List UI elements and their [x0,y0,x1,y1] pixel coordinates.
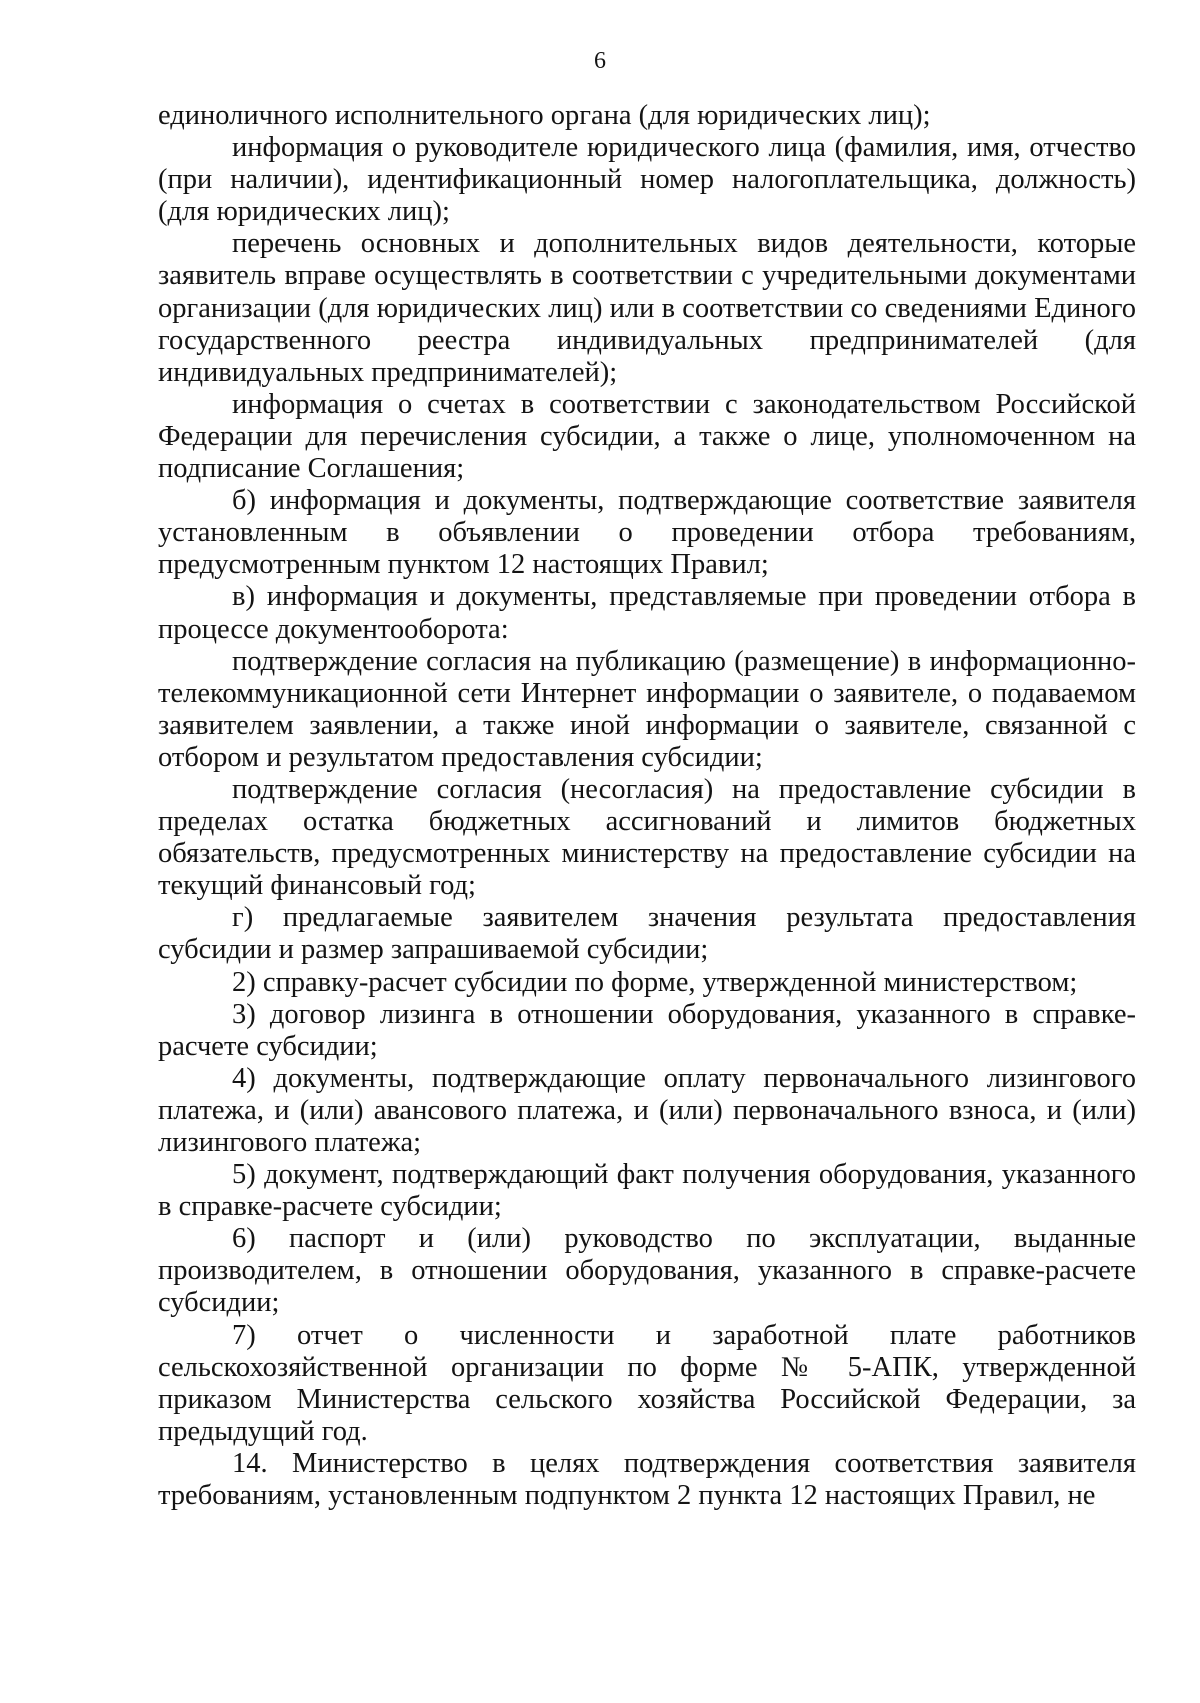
page-number: 6 [594,48,606,74]
paragraph-4: информация о счетах в соответствии с законодательством Российской Федерации для перечисления субсидии, а также о лице, уполномоченном на подписание Соглашения; [158,388,1136,485]
paragraph-9: г) предлагаемые заявителем значения результата предоставления субсидии и размер запрашиваемой субсидии; [158,902,1136,966]
paragraph-11: 3) договор лизинга в отношении оборудования, указанного в справке-расчете субсидии; [158,998,1136,1062]
paragraph-8: подтверждение согласия (несогласия) на предоставление субсидии в пределах остатка бюджетных ассигнований и лимитов бюджетных обязательств, предусмотренных министерству на предоставление субсидии на текущий финансовый год; [158,773,1136,902]
paragraph-14: 6) паспорт и (или) руководство по эксплуатации, выданные производителем, в отношении оборудования, указанного в справке-расчете субсидии; [158,1223,1136,1319]
paragraph-1: единоличного исполнительного органа (для юридических лиц); [158,100,931,131]
paragraph-16: 14. Министерство в целях подтверждения соответствия заявителя требованиям, установленным подпунктом 2 пункта 12 настоящих Правил, не [158,1447,1136,1512]
paragraph-6: в) информация и документы, представляемые при проведении отбора в процессе документооборота: [158,581,1136,645]
document-body [158,100,1136,1512]
paragraph-5: б) информация и документы, подтверждающие соответствие заявителя установленным в объявлении о проведении отбора требованиям, предусмотренным пунктом 12 настоящих Правил; [158,485,1136,581]
paragraph-13: 5) документ, подтверждающий факт получения оборудования, указанного в справке-расчете субсидии; [158,1159,1136,1223]
paragraph-7: подтверждение согласия на публикацию (размещение) в информационно-телекоммуникационной сети Интернет информации о заявителе, о подаваемом заявителем заявлении, а также иной информации о заявителе, связанной с отбором и результатом предоставления субсидии; [158,645,1136,773]
paragraph-12: 4) документы, подтверждающие оплату первоначального лизингового платежа, и (или) авансового платежа, и (или) первоначального взноса, и (или) лизингового платежа; [158,1062,1136,1158]
paragraph-3: перечень основных и дополнительных видов деятельности, которые заявитель вправе осуществлять в соответствии с учредительными документами организации (для юридических лиц) или в соответствии со сведениями Единого государственного реестра индивидуальных предпринимателей (для индивидуальных предпринимателей); [158,228,1136,388]
paragraph-10: 2) справку-расчет субсидии по форме, утвержденной министерством; [232,966,1078,998]
paragraph-2: информация о руководителе юридического лица (фамилия, имя, отчество (при наличии), идентификационный номер налогоплательщика, должность) (для юридических лиц); [158,132,1136,228]
paragraph-15: 7) отчет о численности и заработной плате работников сельскохозяйственной организации по форме № 5-АПК, утвержденной приказом Министерства сельского хозяйства Российской Федерации, за предыдущий год. [158,1319,1136,1447]
